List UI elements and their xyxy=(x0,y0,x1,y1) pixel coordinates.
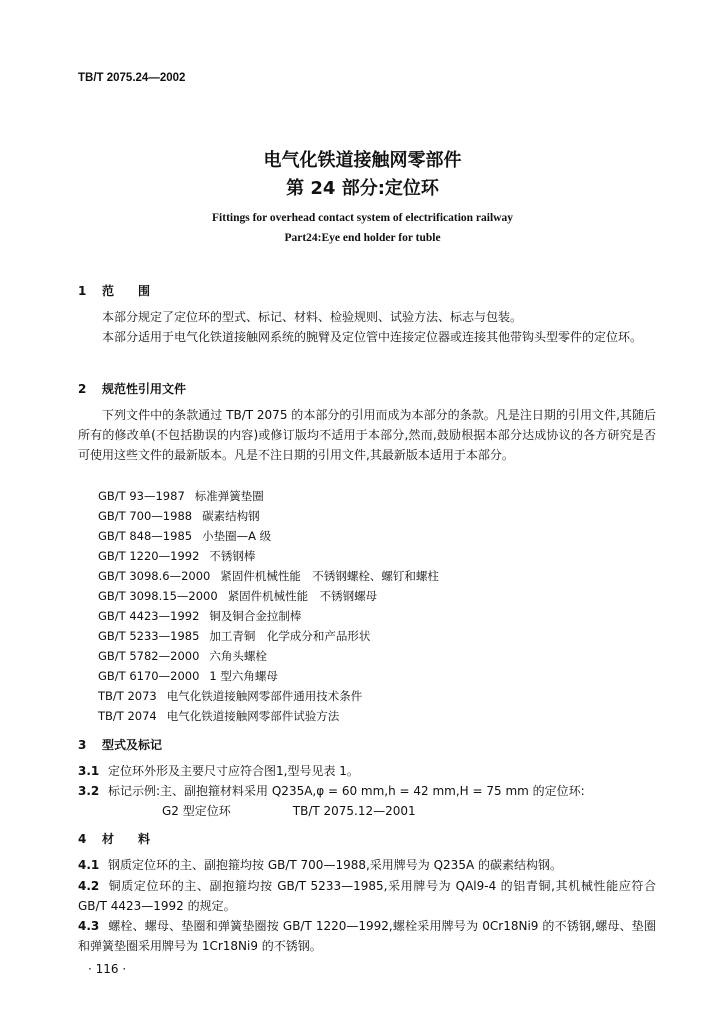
reference-item xyxy=(98,608,301,624)
section-1-paragraph-1: 本部分规定了定位环的型式、标记、材料、检验规则、试验方法、标志与包装。 xyxy=(102,310,523,324)
marking-example xyxy=(162,802,416,819)
reference-title: 电气化铁道接触网零部件试验方法 xyxy=(166,709,340,723)
clause-text: 钢质定位环的主、副抱箍均按 GB/T 700—1988,采用牌号为 Q235A 的碳素结构钢。 xyxy=(108,858,562,872)
reference-item xyxy=(98,488,264,504)
example-code: TB/T 2075.12—2001 xyxy=(292,804,416,818)
clause-number: 3.2 xyxy=(78,784,100,798)
reference-title: 加工青铜 化学成分和产品形状 xyxy=(209,629,371,643)
clause-3-1 xyxy=(78,762,359,779)
reference-title: 铜及铜合金拉制棒 xyxy=(209,609,302,623)
clause-number: 4.1 xyxy=(78,858,100,872)
reference-code: GB/T 3098.15—2000 xyxy=(98,589,218,603)
section-title: 型式及标记 xyxy=(102,738,163,752)
section-4-heading xyxy=(78,830,150,847)
reference-title: 1 型六角螺母 xyxy=(209,669,278,683)
clause-text: 定位环外形及主要尺寸应符合图1,型号见表 1。 xyxy=(108,764,359,778)
clause-3-2 xyxy=(78,782,585,799)
section-2-paragraph: 下列文件中的条款通过 TB/T 2075 的本部分的引用而成为本部分的条款。凡是注日期的引用文件,其随后所有的修改单(不包括勘误的内容)或修订版均不适用于本部分,然而,鼓励根据本部分达成协议的各方研究是否可使用这些文件的最新版本。凡是不注日期的引用文件,其最新版本适用于本部分。 xyxy=(78,408,656,462)
reference-item xyxy=(98,528,271,544)
clause-4-3 xyxy=(78,916,656,956)
reference-code: TB/T 2073 xyxy=(98,689,157,703)
reference-title: 紧固件机械性能 不锈钢螺栓、螺钉和螺柱 xyxy=(220,569,439,583)
clause-number: 3.1 xyxy=(78,764,100,778)
reference-title: 电气化铁道接触网零部件通用技术条件 xyxy=(166,689,363,703)
clause-4-2 xyxy=(78,876,656,916)
document-title: 电气化铁道接触网零部件 xyxy=(263,150,462,171)
reference-code: GB/T 700—1988 xyxy=(98,509,193,523)
english-subtitle: Part24:Eye end holder for tuble xyxy=(284,232,441,244)
section-1-paragraph-2: 本部分适用于电气化铁道接触网系统的腕臂及定位管中连接定位器或连接其他带钩头型零件的定位环。 xyxy=(102,330,643,344)
section-number: 3 xyxy=(78,738,87,752)
reference-code: GB/T 93—1987 xyxy=(98,489,185,503)
clause-number: 4.2 xyxy=(78,879,100,893)
example-name: G2 型定位环 xyxy=(162,804,231,818)
reference-code: GB/T 3098.6—2000 xyxy=(98,569,211,583)
document-subtitle: 第 24 部分:定位环 xyxy=(286,178,439,199)
section-title: 规范性引用文件 xyxy=(102,382,187,396)
reference-title: 碳素结构钢 xyxy=(202,509,260,523)
page-number: · 116 · xyxy=(88,962,127,976)
reference-code: GB/T 5782—2000 xyxy=(98,649,200,663)
section-1-heading xyxy=(78,282,150,299)
clause-text: 螺栓、螺母、垫圈和弹簧垫圈按 GB/T 1220—1992,螺栓采用牌号为 0Cr18Ni9 的不锈钢,螺母、垫圈和弹簧垫圈采用牌号为 1Cr18Ni9 的不锈钢。 xyxy=(78,919,656,953)
clause-text: 标记示例:主、副抱箍材料采用 Q235A,φ = 60 mm,h = 42 mm,H = 75 mm 的定位环: xyxy=(108,784,585,798)
section-3-heading xyxy=(78,736,162,753)
section-title: 范 围 xyxy=(102,284,151,298)
reference-item xyxy=(98,648,267,664)
reference-code: TB/T 2074 xyxy=(98,709,157,723)
clause-number: 4.3 xyxy=(78,919,100,933)
reference-code: GB/T 5233—1985 xyxy=(98,629,200,643)
section-number: 4 xyxy=(78,832,87,846)
reference-item xyxy=(98,688,362,704)
reference-item xyxy=(98,708,339,724)
reference-item xyxy=(98,568,439,584)
reference-title: 不锈钢棒 xyxy=(209,549,256,563)
reference-title: 小垫圈—A 级 xyxy=(202,529,272,543)
section-2-heading xyxy=(78,380,186,397)
reference-item xyxy=(98,508,260,524)
reference-title: 紧固件机械性能 不锈钢螺母 xyxy=(227,589,378,603)
section-number: 1 xyxy=(78,284,87,298)
clause-4-1 xyxy=(78,856,562,873)
reference-item xyxy=(98,628,370,644)
reference-item xyxy=(98,588,377,604)
clause-text: 铜质定位环的主、副抱箍均按 GB/T 5233—1985,采用牌号为 QAl9-4 的铝青铜,其机械性能应符合 GB/T 4423—1992 的规定。 xyxy=(78,879,656,913)
reference-code: GB/T 848—1985 xyxy=(98,529,193,543)
reference-title: 标准弹簧垫圈 xyxy=(194,489,264,503)
reference-code: GB/T 4423—1992 xyxy=(98,609,200,623)
reference-code: GB/T 1220—1992 xyxy=(98,549,200,563)
reference-code: GB/T 6170—2000 xyxy=(98,669,200,683)
reference-item xyxy=(98,668,278,684)
section-number: 2 xyxy=(78,382,87,396)
reference-item xyxy=(98,548,255,564)
reference-title: 六角头螺栓 xyxy=(209,649,267,663)
section-title: 材 料 xyxy=(102,832,151,846)
standard-code-header: TB/T 2075.24—2002 xyxy=(78,72,186,84)
english-title: Fittings for overhead contact system of electrification railway xyxy=(212,212,513,224)
